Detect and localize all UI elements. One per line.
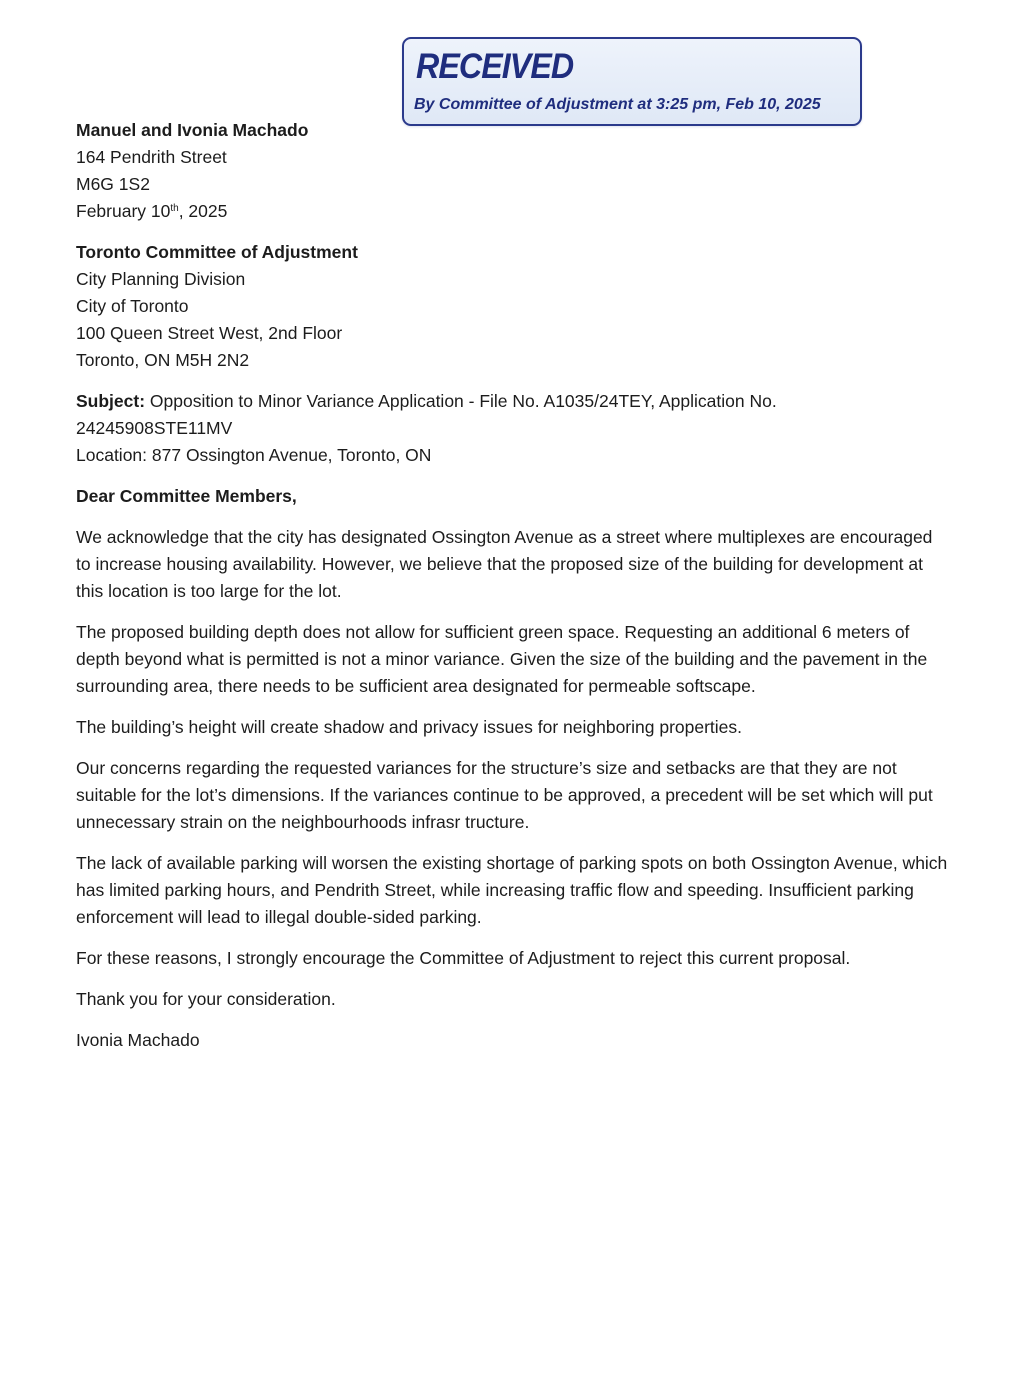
subject-line-2: 24245908STE11MV bbox=[76, 418, 233, 438]
signature: Ivonia Machado bbox=[76, 1030, 200, 1050]
letter-date bbox=[76, 198, 951, 225]
sender-address bbox=[76, 117, 951, 225]
date-month-day: February 10 bbox=[76, 201, 171, 221]
subject-location: Location: 877 Ossington Avenue, Toronto, ON bbox=[76, 445, 432, 465]
sender-postal: M6G 1S2 bbox=[76, 174, 150, 194]
stamp-title: RECEIVED bbox=[416, 47, 574, 86]
date-year: , 2025 bbox=[178, 201, 228, 221]
paragraph-3: The building’s height will create shadow and privacy issues for neighboring properties. bbox=[76, 717, 743, 737]
recipient-line-4: Toronto, ON M5H 2N2 bbox=[76, 350, 250, 370]
date-ordinal: th bbox=[170, 203, 179, 214]
subject-block bbox=[76, 388, 951, 469]
paragraph-6: For these reasons, I strongly encourage the Committee of Adjustment to reject this current proposal. bbox=[76, 948, 851, 968]
paragraph-5: The lack of available parking will worsen the existing shortage of parking spots on both Ossington Avenue, which has limited parking hours, and Pendrith Street, while increasing traffic flow and speeding. Insufficient parking enforcement will lead to illegal double-sided parking. bbox=[76, 853, 948, 927]
paragraph-4: Our concerns regarding the requested variances for the structure’s size and setbacks are that they are not suitable for the lot’s dimensions. If the variances continue to be approved, a precedent will be set which will put unnecessary strain on the neighbourhoods infrasr tructure. bbox=[76, 758, 933, 832]
sender-street: 164 Pendrith Street bbox=[76, 147, 227, 167]
recipient-name: Toronto Committee of Adjustment bbox=[76, 242, 358, 262]
subject-line-1 bbox=[76, 388, 951, 415]
letter-body bbox=[76, 117, 951, 1068]
recipient-line-1: City Planning Division bbox=[76, 269, 246, 289]
paragraph-1: We acknowledge that the city has designated Ossington Avenue as a street where multiplexes are encouraged to increase housing availability. However, we believe that the proposed size of the building for development at this location is too large for the lot. bbox=[76, 527, 933, 601]
received-stamp bbox=[402, 37, 862, 126]
paragraph-2: The proposed building depth does not allow for sufficient green space. Requesting an additional 6 meters of depth beyond what is permitted is not a minor variance. Given the size of the building and the pavement in the surrounding area, there needs to be sufficient area designated for permeable softscape. bbox=[76, 622, 928, 696]
recipient-line-3: 100 Queen Street West, 2nd Floor bbox=[76, 323, 343, 343]
closing: Thank you for your consideration. bbox=[76, 989, 336, 1009]
recipient-address bbox=[76, 239, 951, 374]
recipient-line-2: City of Toronto bbox=[76, 296, 189, 316]
salutation: Dear Committee Members, bbox=[76, 486, 297, 506]
sender-name: Manuel and Ivonia Machado bbox=[76, 120, 309, 140]
stamp-subtitle: By Committee of Adjustment at 3:25 pm, Feb 10, 2025 bbox=[414, 96, 821, 113]
subject-text: Opposition to Minor Variance Application - File No. A1035/24TEY, Application No. bbox=[145, 391, 777, 411]
subject-label: Subject: bbox=[76, 391, 146, 411]
